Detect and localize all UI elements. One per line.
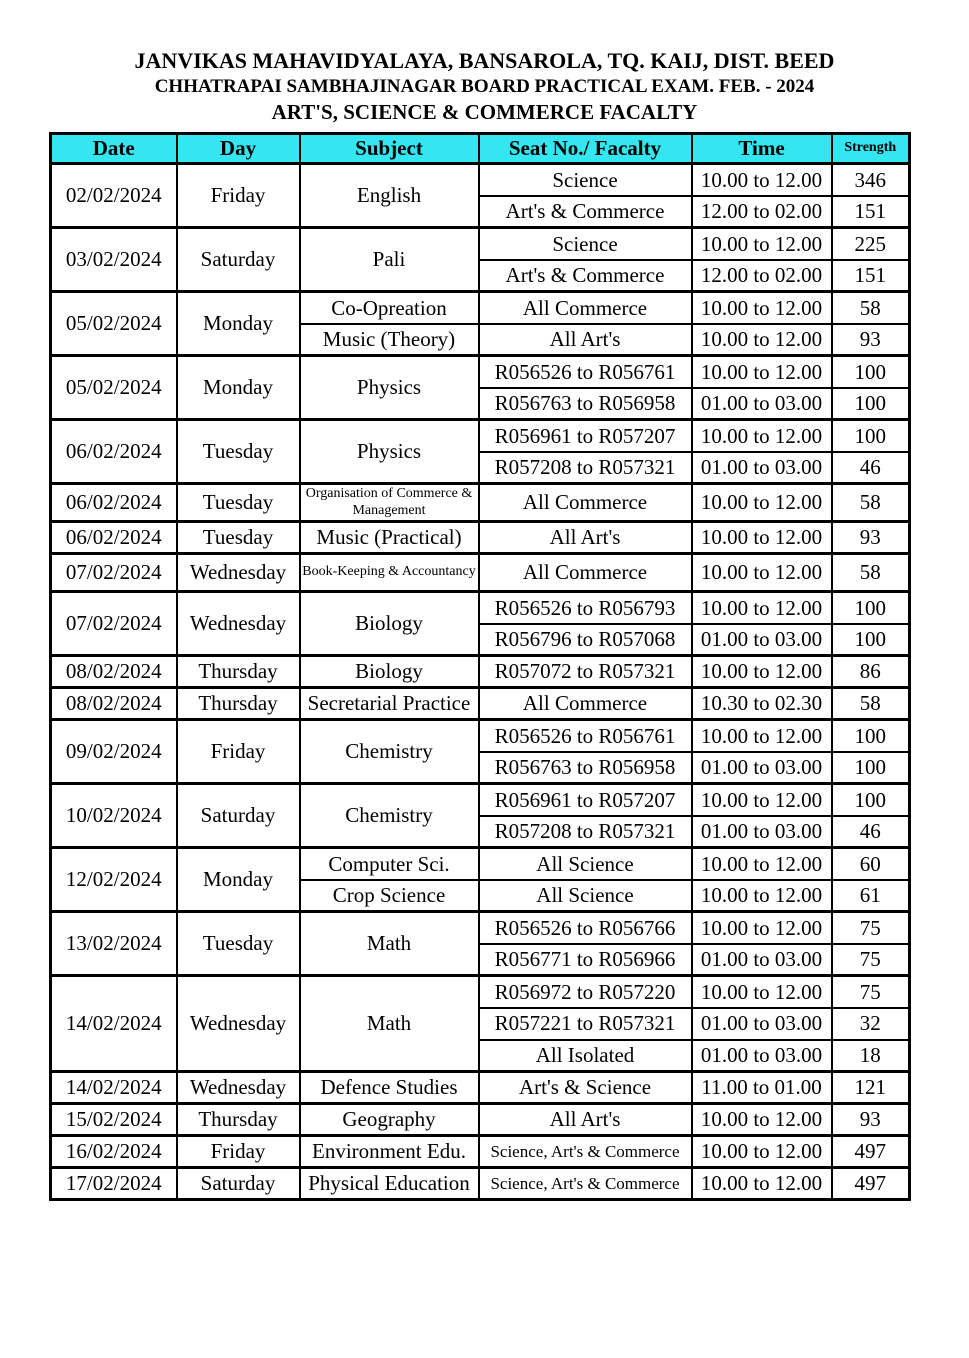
table-row xyxy=(51,1168,910,1200)
subject-cell: Biology xyxy=(300,656,479,688)
day-cell: Saturday xyxy=(177,784,300,848)
strength-cell: 60 xyxy=(832,848,910,880)
day-cell: Wednesday xyxy=(177,592,300,656)
seat-faculty-cell: All Isolated xyxy=(479,1040,692,1072)
time-cell: 10.00 to 12.00 xyxy=(692,324,832,356)
table-row xyxy=(51,522,910,554)
time-cell: 10.00 to 12.00 xyxy=(692,656,832,688)
strength-cell: 86 xyxy=(832,656,910,688)
time-cell: 10.00 to 12.00 xyxy=(692,784,832,816)
time-cell: 10.00 to 12.00 xyxy=(692,1136,832,1168)
strength-cell: 225 xyxy=(832,228,910,260)
seat-faculty-cell: All Commerce xyxy=(479,292,692,324)
table-row xyxy=(51,688,910,720)
strength-cell: 100 xyxy=(832,720,910,752)
subject-cell: Physics xyxy=(300,420,479,484)
date-cell: 05/02/2024 xyxy=(51,292,177,356)
subject-cell: Environment Edu. xyxy=(300,1136,479,1168)
time-cell: 01.00 to 03.00 xyxy=(692,1040,832,1072)
time-cell: 10.00 to 12.00 xyxy=(692,880,832,912)
date-cell: 02/02/2024 xyxy=(51,164,177,228)
table-row xyxy=(51,976,910,1008)
time-cell: 10.00 to 12.00 xyxy=(692,228,832,260)
seat-faculty-cell: R057208 to R057321 xyxy=(479,816,692,848)
time-cell: 10.00 to 12.00 xyxy=(692,912,832,944)
subject-cell: Chemistry xyxy=(300,784,479,848)
strength-cell: 100 xyxy=(832,784,910,816)
date-cell: 08/02/2024 xyxy=(51,656,177,688)
time-cell: 10.00 to 12.00 xyxy=(692,420,832,452)
strength-cell: 100 xyxy=(832,356,910,388)
seat-faculty-cell: Art's & Commerce xyxy=(479,260,692,292)
date-cell: 09/02/2024 xyxy=(51,720,177,784)
subject-cell: Computer Sci. xyxy=(300,848,479,880)
day-cell: Tuesday xyxy=(177,522,300,554)
seat-faculty-cell: R057221 to R057321 xyxy=(479,1008,692,1040)
seat-faculty-cell: Science xyxy=(479,164,692,196)
date-cell: 10/02/2024 xyxy=(51,784,177,848)
strength-cell: 497 xyxy=(832,1136,910,1168)
subject-cell: Secretarial Practice xyxy=(300,688,479,720)
subject-cell: Organisation of Commerce & Management xyxy=(300,484,479,522)
table-row xyxy=(51,656,910,688)
seat-faculty-cell: R056526 to R056761 xyxy=(479,720,692,752)
date-cell: 08/02/2024 xyxy=(51,688,177,720)
strength-cell: 58 xyxy=(832,292,910,324)
subject-cell: Math xyxy=(300,976,479,1072)
seat-faculty-cell: Art's & Commerce xyxy=(479,196,692,228)
seat-faculty-cell: R056771 to R056966 xyxy=(479,944,692,976)
seat-faculty-cell: All Commerce xyxy=(479,688,692,720)
strength-cell: 497 xyxy=(832,1168,910,1200)
seat-faculty-cell: R057208 to R057321 xyxy=(479,452,692,484)
day-cell: Wednesday xyxy=(177,554,300,592)
day-cell: Tuesday xyxy=(177,484,300,522)
strength-cell: 58 xyxy=(832,554,910,592)
day-cell: Wednesday xyxy=(177,1072,300,1104)
time-cell: 10.00 to 12.00 xyxy=(692,1104,832,1136)
seat-faculty-cell: R056763 to R056958 xyxy=(479,752,692,784)
time-cell: 01.00 to 03.00 xyxy=(692,816,832,848)
header-subject: Subject xyxy=(300,134,479,164)
seat-faculty-cell: All Art's xyxy=(479,324,692,356)
subject-cell: Physics xyxy=(300,356,479,420)
time-cell: 12.00 to 02.00 xyxy=(692,196,832,228)
seat-faculty-cell: R056526 to R056761 xyxy=(479,356,692,388)
time-cell: 10.00 to 12.00 xyxy=(692,292,832,324)
strength-cell: 46 xyxy=(832,452,910,484)
strength-cell: 100 xyxy=(832,388,910,420)
subject-cell: Pali xyxy=(300,228,479,292)
seat-faculty-cell: Science, Art's & Commerce xyxy=(479,1136,692,1168)
table-row xyxy=(51,1104,910,1136)
table-row xyxy=(51,292,910,324)
seat-faculty-cell: All Science xyxy=(479,848,692,880)
strength-cell: 100 xyxy=(832,624,910,656)
date-cell: 13/02/2024 xyxy=(51,912,177,976)
date-cell: 05/02/2024 xyxy=(51,356,177,420)
time-cell: 10.00 to 12.00 xyxy=(692,592,832,624)
date-cell: 06/02/2024 xyxy=(51,484,177,522)
faculty-title: ART'S, SCIENCE & COMMERCE FACALTY xyxy=(271,100,698,124)
time-cell: 01.00 to 03.00 xyxy=(692,1008,832,1040)
seat-faculty-cell: R056763 to R056958 xyxy=(479,388,692,420)
strength-cell: 100 xyxy=(832,752,910,784)
exam-timetable xyxy=(49,132,911,1201)
date-cell: 17/02/2024 xyxy=(51,1168,177,1200)
college-title: JANVIKAS MAHAVIDYALAYA, BANSAROLA, TQ. KAIJ, DIST. BEED xyxy=(134,48,835,73)
time-cell: 10.00 to 12.00 xyxy=(692,356,832,388)
strength-cell: 58 xyxy=(832,484,910,522)
header-date: Date xyxy=(51,134,177,164)
subject-cell: Physical Education xyxy=(300,1168,479,1200)
header-day: Day xyxy=(177,134,300,164)
strength-cell: 18 xyxy=(832,1040,910,1072)
subject-cell: Music (Practical) xyxy=(300,522,479,554)
subject-cell: Defence Studies xyxy=(300,1072,479,1104)
table-row xyxy=(51,420,910,452)
time-cell: 10.00 to 12.00 xyxy=(692,720,832,752)
subject-cell: Crop Science xyxy=(300,880,479,912)
seat-faculty-cell: R056796 to R057068 xyxy=(479,624,692,656)
seat-faculty-cell: R056961 to R057207 xyxy=(479,784,692,816)
subject-cell: Book-Keeping & Accountancy xyxy=(300,554,479,592)
day-cell: Monday xyxy=(177,292,300,356)
strength-cell: 100 xyxy=(832,420,910,452)
seat-faculty-cell: R056526 to R056766 xyxy=(479,912,692,944)
strength-cell: 58 xyxy=(832,688,910,720)
day-cell: Friday xyxy=(177,720,300,784)
strength-cell: 46 xyxy=(832,816,910,848)
seat-faculty-cell: Science xyxy=(479,228,692,260)
time-cell: 10.00 to 12.00 xyxy=(692,164,832,196)
table-row xyxy=(51,228,910,260)
table-row xyxy=(51,1136,910,1168)
time-cell: 10.00 to 12.00 xyxy=(692,554,832,592)
header-seat-faculty: Seat No./ Facalty xyxy=(479,134,692,164)
time-cell: 01.00 to 03.00 xyxy=(692,944,832,976)
time-cell: 01.00 to 03.00 xyxy=(692,624,832,656)
table-body xyxy=(51,164,910,1200)
subject-cell: Math xyxy=(300,912,479,976)
table-row xyxy=(51,1072,910,1104)
date-cell: 16/02/2024 xyxy=(51,1136,177,1168)
time-cell: 01.00 to 03.00 xyxy=(692,752,832,784)
time-cell: 12.00 to 02.00 xyxy=(692,260,832,292)
date-cell: 06/02/2024 xyxy=(51,522,177,554)
day-cell: Tuesday xyxy=(177,912,300,976)
strength-cell: 93 xyxy=(832,324,910,356)
time-cell: 11.00 to 01.00 xyxy=(692,1072,832,1104)
time-cell: 10.00 to 12.00 xyxy=(692,522,832,554)
date-cell: 12/02/2024 xyxy=(51,848,177,912)
time-cell: 01.00 to 03.00 xyxy=(692,452,832,484)
seat-faculty-cell: All Art's xyxy=(479,522,692,554)
subject-cell: Music (Theory) xyxy=(300,324,479,356)
strength-cell: 121 xyxy=(832,1072,910,1104)
subject-cell: Co-Opreation xyxy=(300,292,479,324)
day-cell: Thursday xyxy=(177,1104,300,1136)
strength-cell: 151 xyxy=(832,260,910,292)
seat-faculty-cell: Art's & Science xyxy=(479,1072,692,1104)
seat-faculty-cell: Science, Art's & Commerce xyxy=(479,1168,692,1200)
table-row xyxy=(51,912,910,944)
exam-title: CHHATRAPAI SAMBHAJINAGAR BOARD PRACTICAL EXAM. FEB. - 2024 xyxy=(154,76,815,97)
strength-cell: 346 xyxy=(832,164,910,196)
strength-cell: 32 xyxy=(832,1008,910,1040)
time-cell: 10.00 to 12.00 xyxy=(692,1168,832,1200)
time-cell: 10.30 to 02.30 xyxy=(692,688,832,720)
strength-cell: 93 xyxy=(832,1104,910,1136)
strength-cell: 100 xyxy=(832,592,910,624)
time-cell: 10.00 to 12.00 xyxy=(692,976,832,1008)
strength-cell: 61 xyxy=(832,880,910,912)
seat-faculty-cell: All Commerce xyxy=(479,484,692,522)
time-cell: 10.00 to 12.00 xyxy=(692,484,832,522)
table-row xyxy=(51,164,910,196)
header-strength: Strength xyxy=(832,134,910,164)
day-cell: Friday xyxy=(177,164,300,228)
day-cell: Saturday xyxy=(177,228,300,292)
table-row xyxy=(51,784,910,816)
strength-cell: 75 xyxy=(832,912,910,944)
strength-cell: 151 xyxy=(832,196,910,228)
date-cell: 07/02/2024 xyxy=(51,592,177,656)
table-row xyxy=(51,592,910,624)
date-cell: 15/02/2024 xyxy=(51,1104,177,1136)
day-cell: Wednesday xyxy=(177,976,300,1072)
seat-faculty-cell: All Science xyxy=(479,880,692,912)
seat-faculty-cell: All Art's xyxy=(479,1104,692,1136)
date-cell: 07/02/2024 xyxy=(51,554,177,592)
table-header-row xyxy=(51,134,910,164)
table-row xyxy=(51,484,910,522)
table-row xyxy=(51,848,910,880)
date-cell: 14/02/2024 xyxy=(51,1072,177,1104)
subject-cell: Geography xyxy=(300,1104,479,1136)
day-cell: Saturday xyxy=(177,1168,300,1200)
day-cell: Tuesday xyxy=(177,420,300,484)
date-cell: 14/02/2024 xyxy=(51,976,177,1072)
header-time: Time xyxy=(692,134,832,164)
seat-faculty-cell: R056526 to R056793 xyxy=(479,592,692,624)
seat-faculty-cell: R056972 to R057220 xyxy=(479,976,692,1008)
day-cell: Monday xyxy=(177,848,300,912)
day-cell: Friday xyxy=(177,1136,300,1168)
day-cell: Monday xyxy=(177,356,300,420)
strength-cell: 75 xyxy=(832,976,910,1008)
subject-cell: Biology xyxy=(300,592,479,656)
seat-faculty-cell: R056961 to R057207 xyxy=(479,420,692,452)
table-row xyxy=(51,356,910,388)
seat-faculty-cell: All Commerce xyxy=(479,554,692,592)
subject-cell: English xyxy=(300,164,479,228)
time-cell: 01.00 to 03.00 xyxy=(692,388,832,420)
strength-cell: 93 xyxy=(832,522,910,554)
subject-cell: Chemistry xyxy=(300,720,479,784)
seat-faculty-cell: R057072 to R057321 xyxy=(479,656,692,688)
date-cell: 03/02/2024 xyxy=(51,228,177,292)
date-cell: 06/02/2024 xyxy=(51,420,177,484)
time-cell: 10.00 to 12.00 xyxy=(692,848,832,880)
strength-cell: 75 xyxy=(832,944,910,976)
day-cell: Thursday xyxy=(177,688,300,720)
table-row xyxy=(51,720,910,752)
day-cell: Thursday xyxy=(177,656,300,688)
table-row xyxy=(51,554,910,592)
